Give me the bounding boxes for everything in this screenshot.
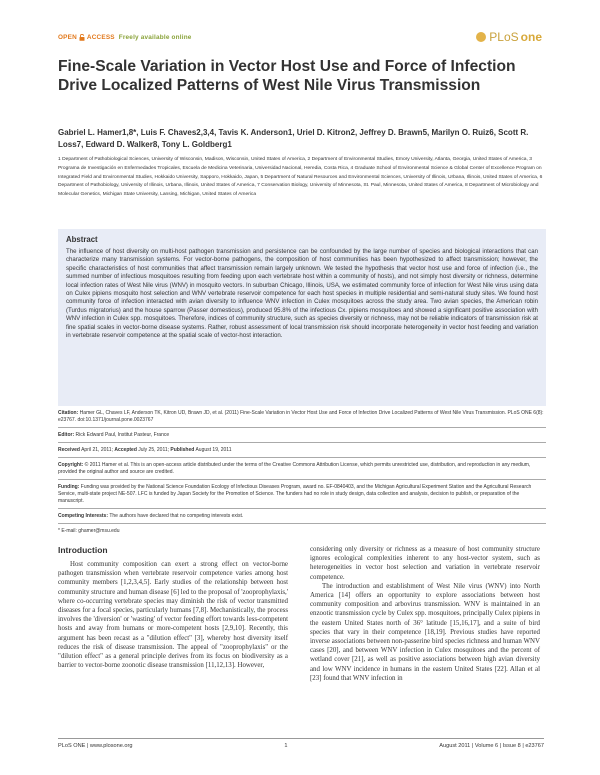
intro-column-left [58,560,288,670]
affiliations: 1 Department of Pathobiological Sciences, University of Wisconsin, Madison, Wisconsin, United States of America, 2 Department of Environmental Studies, Emory University, Atlanta, Georgia, United States of America, 3 Programa de Investigación en Enfermedades Tropicales, Escuela de Medicina Veterinaria, Universidad Nacional, Heredia, Costa Rica, 4 Graduate School of Environmental Science & Global Center of Excellence Program on Integrated Field and Environmental Studies, Hokkaido University, Sapporo, Hokkaido, Japan, 5 Department of Natural Resources and Environmental Sciences, University of Illinois, Urbana, Illinois, United States of America, 6 Department of Pathobiology, University of Illinois, Urbana, Illinois, United States of America, 7 Conservation Biology, University of Minnesota, St. Paul, Minnesota, United States of America, 8 Department of Microbiology and Molecular Genetics, Michigan State University, Lansing, Michigan, United States of America [58,157,543,198]
journal-logo [476,30,542,44]
citation-text: Hamer GL, Chaves LF, Anderson TK, Kitron UD, Brawn JD, et al. (2011) Fine-Scale Variation in Vector Host Use and Force of Infection Drive Localized Patterns of West Nile Virus Transmission. PLoS ONE 6(8): e23767. doi:10.1371/journal.pone.0023767 [58,410,544,423]
citation-label: Citation: [58,410,79,416]
received-label: Received [58,447,80,453]
intro-column-right [310,545,540,683]
received-date: April 21, 2011; [81,447,113,453]
access-label: ACCESS [86,33,115,41]
email-link[interactable]: * E-mail: ghamer@msu.edu [58,528,120,534]
divider [58,427,546,428]
footer-issue-info: August 2011 | Volume 6 | Issue 8 | e23767 [439,743,544,749]
competing-interests [58,513,546,520]
published-date: August 19, 2011 [195,447,232,453]
editor-text: Rick Edward Paul, Institut Pasteur, France [75,432,170,438]
article-title: Fine-Scale Variation in Vector Host Use and Force of Infection Drive Localized Patterns of West Nile Virus Transmission [58,58,516,94]
author-list: Gabriel L. Hamer1,8*, Luis F. Chaves2,3,4, Tavis K. Anderson1, Uriel D. Kitron2, Jeffrey D. Brawn5, Marilyn O. Ruiz6, Scott R. Loss7, Edward D. Walker8, Tony L. Goldberg1 [58,128,529,149]
divider [58,508,546,509]
editor-label: Editor: [58,432,75,438]
copyright [58,462,546,476]
abstract-heading: Abstract [66,235,98,244]
logo-text-plos: PLoS [489,30,519,44]
copyright-label: Copyright: [58,462,84,468]
funding-text: Funding was provided by the National Science Foundation Ecology of Infectious Diseases Program, award no. EF-0840403, and the Michigan Agricultural Experiment Station and the Agricultural Research Service, multi-state project NE-507. LFC is funded by Japan Society for the Promotion of Science. The funders had no role in study design, data collection and analysis, decision to publish, or preparation of the manuscript. [58,484,532,504]
abstract-text: The influence of host diversity on multi-host pathogen transmission and persistence can be confounded by the large number of species and biological interactions that can characterize many transmission systems. For vector-borne pathogens, the composition of host communities has been hypothesized to affect transmission; however, the specific characteristics of host communities that affect transmission remain largely unknown. We tested the hypothesis that vector host use and force of infection (i.e., the summed number of infectious mosquitoes resulting from feeding upon each vertebrate host within a community of hosts), and not simply host diversity or richness, determine local infection rates of West Nile virus (WNV) in mosquito vectors. In suburban Chicago, Illinois, USA, we estimated community force of infection for West Nile virus using data on Culex pipiens mosquito host selection and WNV vertebrate reservoir competence for each host species in multiple residential and semi-natural study sites. We found host community force of infection interacted with avian diversity to influence WNV infection in Culex mosquitoes across the study area. Two avian species, the American robin (Turdus migratorius) and the house sparrow (Passer domesticus), produced 95.8% of the infectious Cx. pipiens mosquitoes and showed a significant positive association with WNV infection in Culex spp. mosquitoes. Therefore, indices of community structure, such as species diversity or richness, may not be reliable indicators of transmission risk at fine spatial scales in vector-borne disease systems. Rather, robust assessment of local transmission risk should incorporate heterogeneity in vector host feeding and variation in vertebrate reservoir competence at the spatial scale of vector-host interaction. [66,248,538,340]
journal-header [58,28,542,46]
intro-paragraph: The introduction and establishment of West Nile virus (WNV) into North America [14] offers an opportunity to explore associations between host community composition and arbovirus transmission. WNV is maintained in an enzootic transmission cycle by Culex spp. mosquitoes, principally Culex pipiens in the eastern United States north of 36° latitude [15,16,17], and a suite of bird species that vary in their competence [18,19]. Previous studies have reported inverse associations between non-passerine bird species richness and human WNV cases [20], and between WNV infection in Culex mosquitoes and the percent of wetland cover [21], as well as positive associations between high avian diversity and low WNV incidence in humans in the eastern United States [22]. Allan et al [23] found that WNV infection in [310,582,540,682]
introduction-heading: Introduction [58,545,108,555]
freely-available-label: Freely available online [118,33,192,41]
article-metadata [58,410,546,538]
divider [58,523,546,524]
competing-text: The authors have declared that no competing interests exist. [109,513,244,519]
dates [58,447,546,454]
funding-label: Funding: [58,484,80,490]
open-label: OPEN [58,33,77,41]
intro-paragraph: considering only diversity or richness as a measure of host community structure ignores ecological complexities inherent to any host-vector system, such as heterogeneities in vector host selection and variation in vertebrate reservoir competence. [310,546,540,581]
accepted-date: July 25, 2011; [138,447,170,453]
abstract-box [58,229,546,406]
editor [58,432,546,439]
citation [58,410,546,424]
logo-text-one: one [520,30,542,44]
page-footer [58,738,544,749]
plos-logo-icon [476,32,486,42]
footer-journal-url[interactable]: PLoS ONE | www.plosone.org [58,743,133,749]
open-access-badge [58,34,192,41]
divider [58,457,546,458]
copyright-text: © 2011 Hamer et al. This is an open-access article distributed under the terms of the Creative Commons Attribution License, which permits unrestricted use, distribution, and reproduction in any medium, provided the original author and source are credited. [58,462,531,475]
page-number: 1 [284,743,288,749]
published-label: Published [170,447,195,453]
intro-paragraph: Host community composition can exert a strong effect on vector-borne pathogen transmission when vertebrate reservoir competence varies among host community members [1,2,3,4,5]. Early studies of the relationship between host community structure and human disease [6] led to the proposal of 'zooprophylaxis,' where co-occurring vertebrate species may diminish the risk of vector transmitted diseases for a focal species, particularly humans [7,8]. Mechanistically, the process involves the 'diversion' or 'wasting' of vector feeding effort towards less-competent hosts and away from humans or more-competent hosts [2,9,10]. Recently, this argument has been recast as a "dilution effect" [3], whereby host diversity itself reduces the risk of disease transmission. The appeal of "zooprophylaxis" or the "dilution effect" as a general principle derives from its focus on biodiversity as a barrier to vector-borne zoonotic disease transmission [11,12,13]. However, [58,561,288,670]
competing-label: Competing Interests: [58,513,109,519]
divider [58,479,546,480]
divider [58,442,546,443]
accepted-label: Accepted [114,447,137,453]
open-lock-icon [79,34,85,41]
funding [58,484,546,505]
